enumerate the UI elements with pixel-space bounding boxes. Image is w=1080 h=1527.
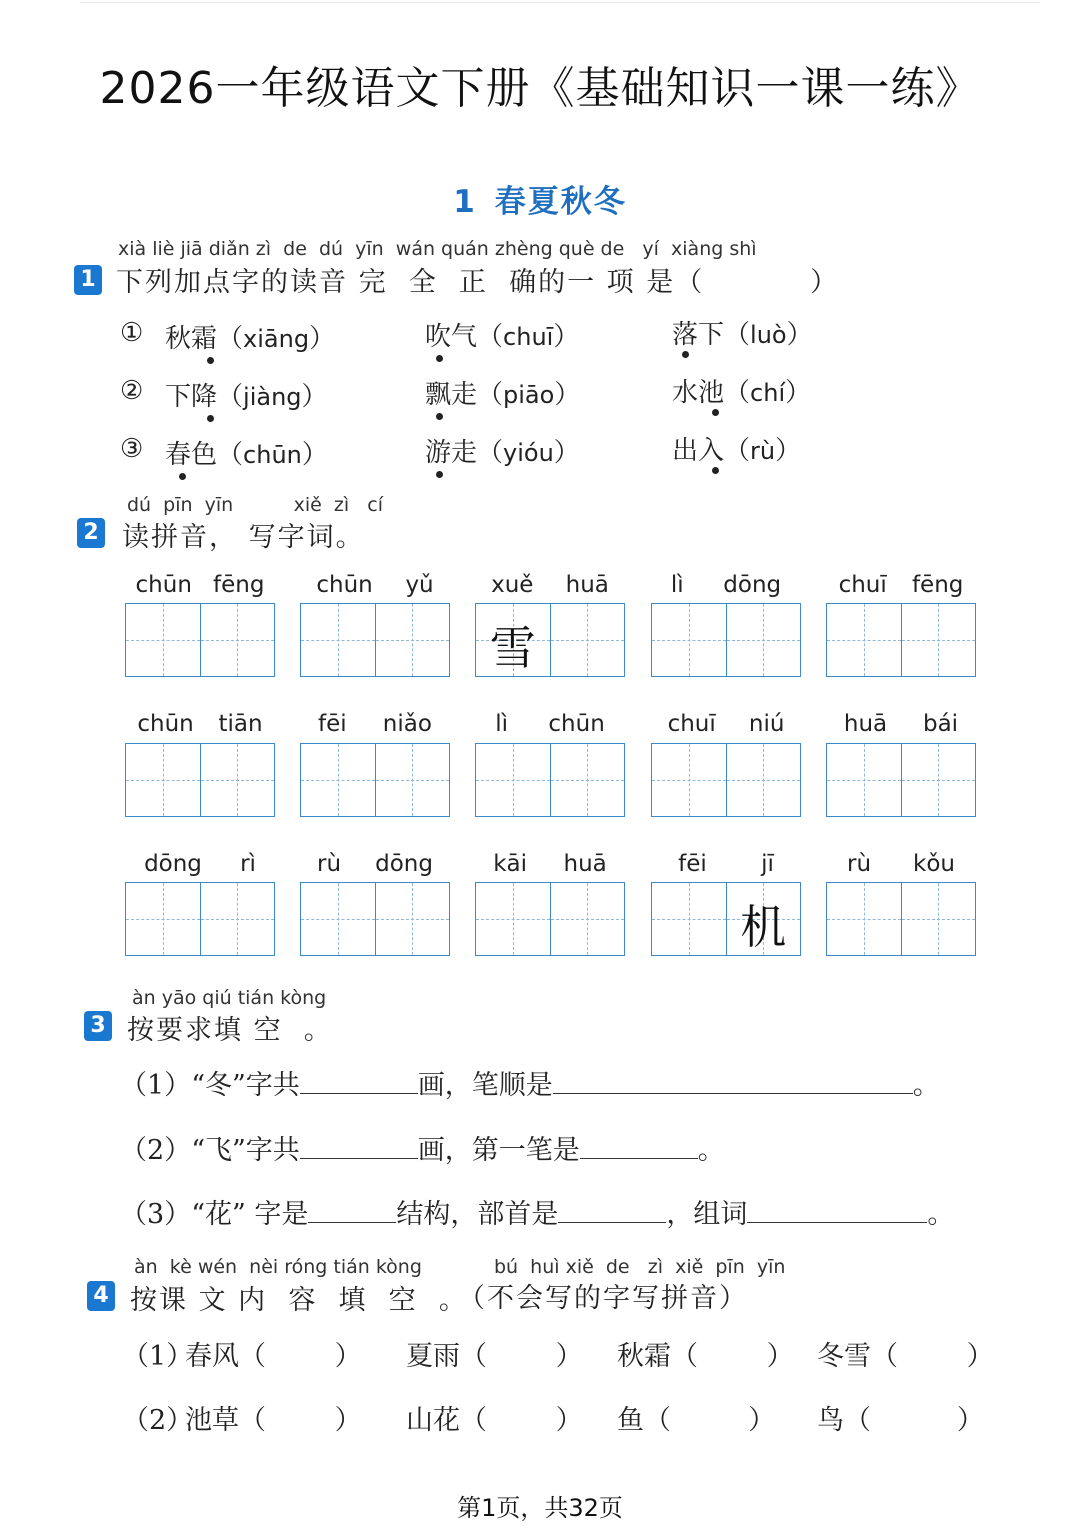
q1-row2-num: ② <box>120 376 144 406</box>
grid-pinyin-syllable: dōng <box>144 851 202 877</box>
grid-pinyin <box>125 711 275 737</box>
answer-blank[interactable] <box>580 1136 698 1159</box>
writing-grid <box>125 882 275 956</box>
emphasis-dot <box>436 355 443 362</box>
grid-pinyin-syllable: kǒu <box>913 851 955 877</box>
writing-cell[interactable] <box>652 883 727 955</box>
writing-grid <box>300 603 450 677</box>
writing-grid <box>475 743 625 817</box>
writing-grid <box>651 882 801 956</box>
grid-pinyin-syllable: niǎo <box>382 711 432 737</box>
q1-badge: 1 <box>74 265 102 295</box>
cell-guide-line <box>513 744 514 816</box>
cell-guide-line <box>163 883 164 955</box>
q4-note-pinyin: bú huì xiě de zì xiě pīn yīn <box>494 1256 786 1278</box>
emphasis-dot <box>712 409 719 416</box>
q1-row3-num: ③ <box>120 434 144 464</box>
grid-pinyin <box>300 711 450 737</box>
grid-pinyin-syllable: yǔ <box>405 572 434 598</box>
cell-guide-line <box>338 744 339 816</box>
cell-guide-line <box>513 883 514 955</box>
writing-cell[interactable] <box>652 744 727 816</box>
q4-badge: 4 <box>87 1281 115 1311</box>
writing-cell[interactable] <box>301 744 376 816</box>
cell-guide-line <box>163 744 164 816</box>
answer-blank[interactable] <box>553 1071 913 1094</box>
writing-cell[interactable] <box>551 744 625 816</box>
writing-cell[interactable] <box>551 883 625 955</box>
grid-pinyin <box>300 851 450 877</box>
grid-pinyin-syllable: dōng <box>723 572 782 598</box>
writing-cell[interactable] <box>902 744 976 816</box>
grid-pinyin-syllable: rù <box>317 851 342 877</box>
grid-pinyin <box>125 572 275 598</box>
grid-pinyin-syllable: chuī <box>838 572 887 598</box>
q4-blank-item[interactable]: 山花（ ） <box>406 1405 583 1436</box>
grid-pinyin-syllable: fēng <box>213 572 265 598</box>
grid-pinyin-syllable: huā <box>565 572 609 598</box>
writing-cell[interactable] <box>201 604 275 676</box>
grid-pinyin <box>826 572 976 598</box>
q4-blank-item[interactable]: 鱼（ ） <box>617 1405 776 1436</box>
q3-title: 按要求填 空 。 <box>127 1015 333 1046</box>
writing-cell[interactable] <box>827 744 902 816</box>
cell-guide-line <box>412 744 413 816</box>
writing-grid <box>125 603 275 677</box>
document-title: 2026一年级语文下册《基础知识一课一练》 <box>99 63 981 114</box>
writing-cell[interactable] <box>551 604 625 676</box>
grid-pinyin-syllable: chūn <box>316 572 373 598</box>
emphasis-dot <box>207 415 214 422</box>
q3-pinyin: àn yāo qiú tián kòng <box>132 987 327 1009</box>
grid-pinyin-syllable: lì <box>670 572 684 598</box>
emphasis-dot <box>179 473 186 480</box>
emphasis-dot <box>712 467 719 474</box>
q2-badge: 2 <box>77 518 105 548</box>
writing-grid <box>826 603 976 677</box>
q4-blank-item[interactable]: 春风（ ） <box>185 1341 362 1372</box>
writing-cell[interactable] <box>727 744 801 816</box>
cell-guide-line <box>763 604 764 676</box>
writing-cell[interactable] <box>902 604 976 676</box>
writing-cell[interactable] <box>376 744 450 816</box>
cell-guide-line <box>163 604 164 676</box>
answer-blank[interactable] <box>747 1200 927 1223</box>
grid-pinyin-syllable: fēi <box>318 711 347 737</box>
grid-pinyin-syllable: kāi <box>493 851 528 877</box>
q2-pinyin: dú pīn yīn xiě zì cí <box>127 494 383 516</box>
grid-pinyin-syllable: bái <box>922 711 959 737</box>
cell-guide-line <box>237 883 238 955</box>
grid-pinyin <box>826 851 976 877</box>
grid-pinyin-syllable: lì <box>495 711 508 737</box>
writing-grid <box>475 882 625 956</box>
grid-pinyin-syllable: dōng <box>375 851 433 877</box>
cell-guide-line <box>338 883 339 955</box>
grid-pinyin <box>475 572 625 598</box>
grid-pinyin <box>475 851 625 877</box>
q4-blank-item[interactable]: 冬雪（ ） <box>817 1341 994 1372</box>
writing-cell[interactable] <box>652 604 727 676</box>
grid-pinyin <box>826 711 976 737</box>
q3-line2: （2）“飞”字共 画，第一笔是 。 <box>120 1135 725 1166</box>
writing-grid <box>125 743 275 817</box>
q2-title: 读拼音， 写字词。 <box>122 522 365 553</box>
q1-option: 春色（chūn） <box>165 440 328 470</box>
cell-guide-line <box>237 604 238 676</box>
q1-option: 下降（jiàng） <box>165 382 328 412</box>
grid-pinyin <box>651 851 801 877</box>
grid-pinyin-syllable: rì <box>240 851 256 877</box>
q1-option: 飘走（piāo） <box>425 380 581 410</box>
lesson-number: 1 <box>453 184 477 220</box>
writing-cell[interactable] <box>476 883 551 955</box>
writing-grid <box>651 603 801 677</box>
q4-blank-item[interactable]: 夏雨（ ） <box>406 1341 583 1372</box>
grid-pinyin-syllable: niú <box>748 711 785 737</box>
page-footer: 第1页，共32页 <box>457 1494 623 1522</box>
top-divider <box>80 2 1040 3</box>
answer-blank[interactable] <box>300 1071 418 1094</box>
lesson-name: 春夏秋冬 <box>494 184 627 220</box>
grid-pinyin-syllable: rù <box>846 851 872 877</box>
cell-guide-line <box>938 883 939 955</box>
grid-pinyin <box>651 572 801 598</box>
writing-cell[interactable] <box>201 883 275 955</box>
writing-cell[interactable] <box>827 604 902 676</box>
grid-pinyin-syllable: chuī <box>667 711 716 737</box>
grid-pinyin-syllable: chūn <box>548 711 605 737</box>
q4-note: （不会写的字写拼音） <box>458 1283 748 1314</box>
grid-pinyin-syllable: huā <box>843 711 888 737</box>
writing-cell[interactable] <box>727 883 801 955</box>
writing-grid <box>651 743 801 817</box>
q4-title: 按课 文 内 容 填 空 。 <box>130 1285 468 1316</box>
cell-guide-line <box>237 744 238 816</box>
grid-pinyin-syllable: xuě <box>491 572 534 598</box>
answer-blank[interactable] <box>558 1200 666 1223</box>
writing-grid <box>475 603 625 677</box>
writing-cell[interactable] <box>376 883 450 955</box>
q4-pinyin: àn kè wén nèi róng tián kòng <box>134 1256 422 1278</box>
q4-row1-num: （1） <box>122 1341 194 1372</box>
writing-cell[interactable] <box>201 744 275 816</box>
q4-blank-item[interactable]: 鸟（ ） <box>817 1405 984 1436</box>
writing-cell[interactable] <box>376 604 450 676</box>
q1-option: 水池（chí） <box>672 378 812 408</box>
q1-option: 吹气（chuī） <box>425 322 580 352</box>
cell-guide-line <box>864 744 865 816</box>
writing-cell[interactable] <box>126 883 201 955</box>
cell-guide-line <box>864 604 865 676</box>
cell-guide-line <box>587 883 588 955</box>
writing-cell[interactable] <box>727 604 801 676</box>
q3-line1: （1）“冬”字共 画，笔顺是 。 <box>120 1070 940 1101</box>
grid-pinyin-syllable: chūn <box>135 572 192 598</box>
cell-guide-line <box>587 604 588 676</box>
grid-pinyin-syllable: fēi <box>678 851 707 877</box>
q4-blank-item[interactable]: 秋霜（ ） <box>617 1341 794 1372</box>
grid-pinyin <box>300 572 450 598</box>
emphasis-dot <box>436 471 443 478</box>
q1-option: 落下（luò） <box>672 320 813 350</box>
grid-pinyin-syllable: jī <box>761 851 774 877</box>
cell-guide-line <box>412 604 413 676</box>
cell-guide-line <box>689 604 690 676</box>
lesson-title <box>0 176 1080 221</box>
emphasis-dot <box>682 351 689 358</box>
q1-option: 游走（yióu） <box>425 438 580 468</box>
cell-guide-line <box>938 604 939 676</box>
q4-row2-num: （2） <box>122 1405 194 1436</box>
written-character: 雪 <box>489 621 536 675</box>
grid-pinyin-syllable: tiān <box>218 711 263 737</box>
writing-cell[interactable] <box>902 883 976 955</box>
q1-title: 下列加点字的读音 完 全 正 确的一 项 是（ ） <box>116 267 840 298</box>
cell-guide-line <box>763 744 764 816</box>
q1-row1-num: ① <box>120 318 144 348</box>
cell-guide-line <box>689 744 690 816</box>
written-character: 机 <box>740 900 787 954</box>
writing-grid <box>300 743 450 817</box>
grid-pinyin-syllable: fēng <box>911 572 964 598</box>
writing-cell[interactable] <box>301 604 376 676</box>
writing-grid <box>826 882 976 956</box>
q4-blank-item[interactable]: 池草（ ） <box>185 1405 362 1436</box>
cell-guide-line <box>864 883 865 955</box>
cell-guide-line <box>338 604 339 676</box>
grid-pinyin <box>125 851 275 877</box>
q3-badge: 3 <box>84 1011 112 1041</box>
cell-guide-line <box>587 744 588 816</box>
answer-blank[interactable] <box>308 1200 396 1223</box>
q1-pinyin: xià liè jiā diǎn zì de dú yīn wán quán zhèng què de yí xiàng shì <box>118 238 757 260</box>
q1-option: 秋霜（xiāng） <box>165 324 336 354</box>
writing-cell[interactable] <box>126 744 201 816</box>
cell-guide-line <box>938 744 939 816</box>
grid-pinyin <box>651 711 801 737</box>
writing-grid <box>826 743 976 817</box>
writing-cell[interactable] <box>126 604 201 676</box>
cell-guide-line <box>412 883 413 955</box>
q1-option: 出入（rù） <box>672 436 802 466</box>
grid-pinyin-syllable: huā <box>563 851 607 877</box>
writing-cell[interactable] <box>476 744 551 816</box>
emphasis-dot <box>436 413 443 420</box>
cell-guide-line <box>689 883 690 955</box>
writing-grid <box>300 882 450 956</box>
grid-pinyin <box>475 711 625 737</box>
emphasis-dot <box>207 357 214 364</box>
q3-line3: （3）“花” 字是 结构，部首是 ，组词 。 <box>120 1199 955 1230</box>
writing-cell[interactable] <box>827 883 902 955</box>
answer-blank[interactable] <box>300 1136 418 1159</box>
writing-cell[interactable] <box>301 883 376 955</box>
grid-pinyin-syllable: chūn <box>137 711 194 737</box>
writing-cell[interactable] <box>476 604 551 676</box>
